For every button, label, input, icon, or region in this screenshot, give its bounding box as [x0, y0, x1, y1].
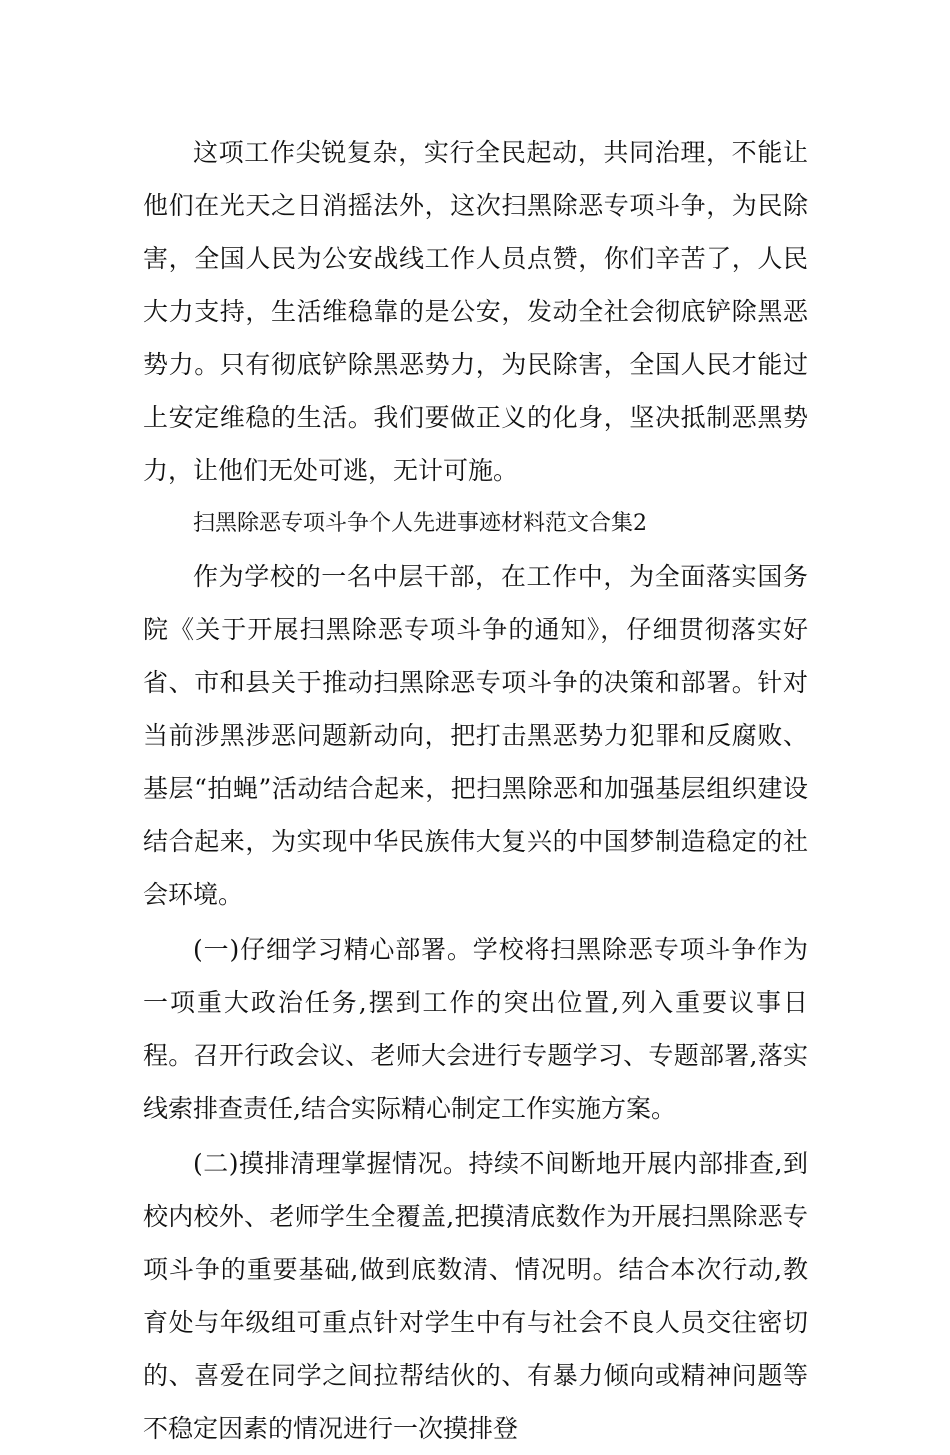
paragraph-item-2: (二)摸排清理掌握情况。持续不间断地开展内部排查,到校内校外、老师学生全覆盖,把摸清底数作为开展扫黑除恶专项斗争的重要基础,做到底数清、情况明。结合本次行动,教育处与年级组可重点针对学生中有与社会不良人员交往密切的、喜爱在同学之间拉帮结伙的、有暴力倾向或精神问题等不稳定因素的情况进行一次摸排登 — [143, 1149, 808, 1443]
section-title: 扫黑除恶专项斗争个人先进事迹材料范文合集2 — [193, 511, 647, 536]
paragraph-intro: 这项工作尖锐复杂，实行全民起动，共同治理，不能让他们在光天之日消摇法外，这次扫黑除恶专项斗争，为民除害，全国人民为公安战线工作人员点赞，你们辛苦了，人民大力支持，生活维稳靠的是公安，发动全社会彻底铲除黑恶势力。只有彻底铲除黑恶势力，为民除害，全国人民才能过上安定维稳的生活。我们要做正义的化身，坚决抵制恶黑势力，让他们无处可逃，无计可施。 — [143, 138, 808, 485]
paragraph-overview: 作为学校的一名中层干部，在工作中，为全面落实国务院《关于开展扫黑除恶专项斗争的通知》，仔细贯彻落实好省、市和县关于推动扫黑除恶专项斗争的决策和部署。针对当前涉黑涉恶问题新动向，把打击黑恶势力犯罪和反腐败、基层“拍蝇”活动结合起来，把扫黑除恶和加强基层组织建设结合起来，为实现中华民族伟大复兴的中国梦制造稳定的社会环境。 — [143, 562, 808, 909]
paragraph-item-1: (一)仔细学习精心部署。学校将扫黑除恶专项斗争作为一项重大政治任务,摆到工作的突出位置,列入重要议事日程。召开行政会议、老师大会进行专题学习、专题部署,落实线索排查责任,结合实际精心制定工作实施方案。 — [143, 935, 808, 1123]
document-page — [143, 126, 808, 1455]
